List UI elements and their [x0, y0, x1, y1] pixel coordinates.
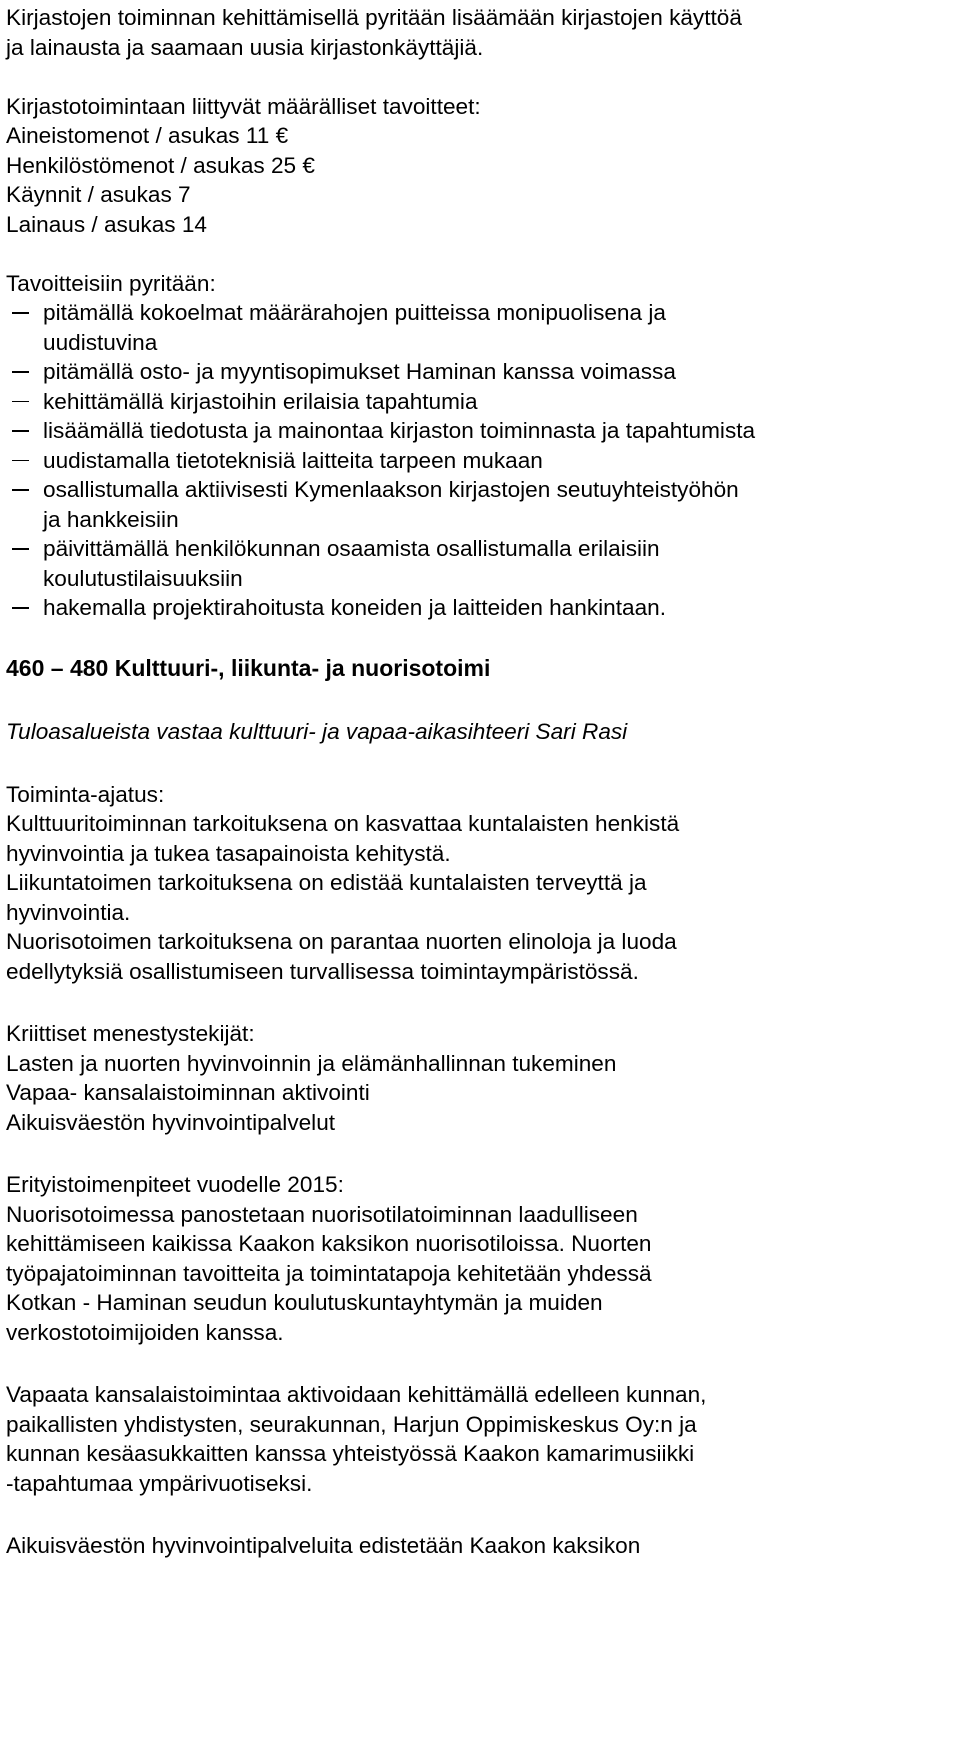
text-line: hyvinvointia ja tukea tasapainoista kehitystä. [6, 840, 451, 866]
section-label: Erityistoimenpiteet vuodelle 2015: [6, 1172, 344, 1197]
list-item: kehittämällä kirjastoihin erilaisia tapahtumia [6, 387, 960, 417]
success-factors-section [6, 1019, 960, 1137]
text-line: Aikuisväestön hyvinvointipalvelut [6, 1109, 336, 1135]
dash-bullet-icon [12, 371, 29, 373]
text-line: Lasten ja nuorten hyvinvoinnin ja elämänhallinnan tukeminen [6, 1050, 617, 1076]
text-line: kehittämiseen kaikissa Kaakon kaksikon nuorisotiloissa. Nuorten [6, 1231, 652, 1256]
text-line: Vapaata kansalaistoimintaa aktivoidaan kehittämällä edelleen kunnan, [6, 1382, 707, 1407]
text-line: kunnan kesäasukkaitten kanssa yhteistyössä Kaakon kamarimusiikki [6, 1441, 695, 1466]
list-item: päivittämällä henkilökunnan osaamista osallistumalla erilaisiin koulutustilaisuuksiin [6, 534, 960, 593]
list-item: osallistumalla aktiivisesti Kymenlaakson kirjastojen seutuyhteistyöhön ja hankkeisiin [6, 475, 960, 534]
dash-bullet-icon [12, 312, 29, 314]
list-item: lisäämällä tiedotusta ja mainontaa kirjaston toiminnasta ja tapahtumista [6, 416, 960, 446]
dash-bullet-icon [12, 401, 29, 403]
special-measures-section [6, 1170, 960, 1347]
adult-services-paragraph [6, 1531, 960, 1561]
text-line: verkostotoimijoiden kanssa. [6, 1319, 284, 1345]
civic-activity-paragraph [6, 1380, 960, 1498]
dash-bullet-icon [12, 489, 29, 491]
mission-section [6, 780, 960, 987]
section-label: Kirjastotoimintaan liittyvät määrälliset tavoitteet: [6, 93, 481, 119]
aims-section [6, 269, 960, 623]
list-item: hakemalla projektirahoitusta koneiden ja laitteiden hankintaan. [6, 593, 960, 623]
text-line: paikallisten yhdistysten, seurakunnan, Harjun Oppimiskeskus Oy:n ja [6, 1411, 697, 1437]
target-item: Lainaus / asukas 14 [6, 211, 207, 237]
target-item: Aineistomenot / asukas 11 € [6, 123, 289, 148]
text-line: Vapaa- kansalaistoiminnan aktivointi [6, 1080, 370, 1105]
list-item: uudistamalla tietoteknisiä laitteita tarpeen mukaan [6, 446, 960, 476]
text-line: ja lainausta ja saamaan uusia kirjastonkäyttäjiä. [6, 34, 484, 60]
text-line: työpajatoiminnan tavoitteita ja toimintatapoja kehitetään yhdessä [6, 1260, 652, 1286]
text-line: Liikuntatoimen tarkoituksena on edistää kuntalaisten terveyttä ja [6, 870, 647, 895]
intro-paragraph [6, 0, 960, 62]
dash-bullet-icon [12, 430, 29, 432]
text-line: hyvinvointia. [6, 899, 131, 925]
target-item: Käynnit / asukas 7 [6, 182, 191, 207]
text-line: Nuorisotoimen tarkoituksena on parantaa nuorten elinoloja ja luoda [6, 929, 677, 954]
section-label: Toiminta-ajatus: [6, 781, 165, 807]
quantitative-targets [6, 92, 960, 240]
text-line: Kotkan - Haminan seudun koulutuskuntayhtymän ja muiden [6, 1290, 603, 1315]
section-label: Tavoitteisiin pyritään: [6, 270, 216, 296]
text-line: -tapahtumaa ympärivuotiseksi. [6, 1470, 313, 1496]
text-line: edellytyksiä osallistumiseen turvallisessa toimintaympäristössä. [6, 958, 639, 984]
text-line: Aikuisväestön hyvinvointipalveluita edistetään Kaakon kaksikon [6, 1533, 641, 1558]
text-line: Kulttuuritoiminnan tarkoituksena on kasvattaa kuntalaisten henkistä [6, 811, 680, 836]
dash-bullet-icon [12, 548, 29, 550]
text-line: Nuorisotoimessa panostetaan nuorisotilatoiminnan laadulliseen [6, 1201, 638, 1227]
responsible-person: Tuloasalueista vastaa kulttuuri- ja vapaa-aikasihteeri Sari Rasi [6, 719, 628, 744]
dash-bullet-icon [12, 607, 29, 609]
text-line: Kirjastojen toiminnan kehittämisellä pyritään lisäämään kirjastojen käyttöä [6, 5, 742, 30]
dash-bullet-icon [12, 460, 29, 462]
list-item: pitämällä kokoelmat määrärahojen puitteissa monipuolisena ja uudistuvina [6, 298, 960, 357]
list-item: pitämällä osto- ja myyntisopimukset Haminan kanssa voimassa [6, 357, 960, 387]
section-label: Kriittiset menestystekijät: [6, 1021, 255, 1046]
aims-list [6, 298, 960, 623]
target-item: Henkilöstömenot / asukas 25 € [6, 152, 315, 178]
section-heading: 460 – 480 Kulttuuri-, liikunta- ja nuorisotoimi [6, 654, 491, 681]
